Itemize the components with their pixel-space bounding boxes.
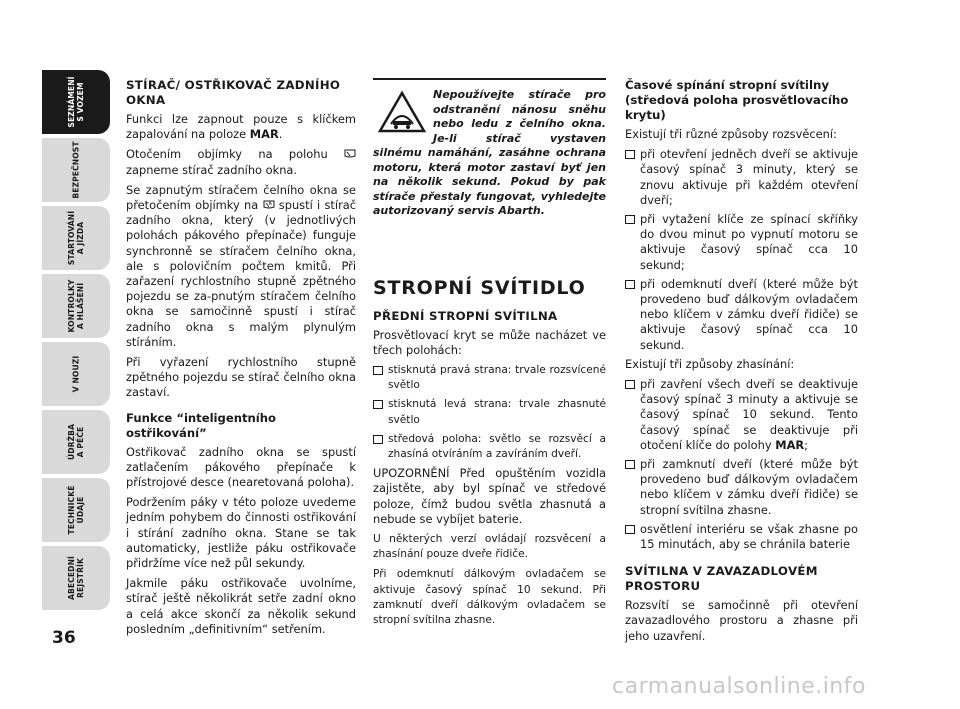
bullet-list	[373, 363, 606, 462]
column-3	[625, 78, 858, 649]
tab-label: V NOUZI	[71, 355, 81, 393]
list-item: při vytažení klíče ze spínací skříňky do dvou minut po vypnutí motoru se aktivuje časový spínač cca 10 sekund;	[625, 212, 858, 273]
heading-rear-wiper: STÍRAČ/ OSTŘIKOVAČ ZADNÍHO OKNA	[126, 78, 341, 107]
paragraph: Podržením páky v této poloze uvedeme jedním pohybem do činnosti ostřikování i stírání zadního okna. Stane se tak automaticky, jestliže páku ostřikovače přidržíme více než půl sekundy.	[126, 495, 356, 571]
bullet-list	[625, 377, 858, 552]
page-number: 36	[52, 628, 76, 648]
paragraph: Otočením objímky na polohu zapneme stírač zadního okna.	[126, 147, 356, 177]
checkbox-bullet-icon	[373, 366, 383, 375]
tab-label: ABECEDNÍ REJSTŘÍK	[67, 556, 85, 600]
list-item: při zavření všech dveří se deaktivuje časový spínač 3 minuty a aktivuje se časový spínač 10 sekund. Tento časový spínač se deaktivuje při otočení klíče do polohy MAR;	[625, 377, 858, 453]
tab-rejstrik[interactable]	[42, 546, 110, 610]
list-item: při odemknutí dveří (které může být provedeno buď dálkovým ovladačem nebo klíčem v zámku dveří řidiče) se aktivuje časový spínač cca 10 sekund.	[625, 277, 858, 353]
list-item: stisknutá levá strana: trvale zhasnuté světlo	[373, 397, 606, 427]
tab-label: TECHNICKÉ ÚDAJE	[67, 485, 85, 535]
paragraph: Ostřikovač zadního okna se spustí zatlačením pákového přepínače k přístrojové desce (nearetovaná poloha).	[126, 444, 356, 490]
rear-washer-icon	[263, 200, 275, 210]
paragraph: UPOZORNĚNÍ Před opuštěním vozidla zajistěte, aby byl spínač ve středové poloze, čímž budou světla zhasnutá a nebude se vybíjet baterie.	[373, 466, 606, 526]
tab-label: SEZNÁMENÍ S VOZEM	[67, 76, 85, 128]
warning-triangle-icon	[377, 90, 427, 134]
checkbox-bullet-icon	[625, 380, 635, 389]
tab-v-nouzi[interactable]	[42, 342, 110, 406]
checkbox-bullet-icon	[373, 435, 383, 444]
checkbox-bullet-icon	[625, 280, 635, 289]
tab-udrzba[interactable]	[42, 410, 110, 474]
checkbox-bullet-icon	[625, 150, 635, 159]
tab-technicke[interactable]	[42, 478, 110, 542]
list-item: při otevření jedněch dveří se aktivuje časový spínač 3 minuty, který se znovu aktivuje při každém otevření dveří;	[625, 147, 858, 208]
list-item: při zamknutí dveří (které může být provedeno buď dálkovým ovladačem nebo klíčem v zámku dveří řidiče) se stropní svítilna zhasne.	[625, 457, 858, 518]
tab-startovani[interactable]	[42, 206, 110, 270]
checkbox-bullet-icon	[625, 215, 635, 224]
checkbox-bullet-icon	[373, 400, 383, 409]
heading-trunk-light: SVÍTILNA V ZAVAZADLOVÉM PROSTORU	[625, 564, 818, 594]
paragraph: Při vyřazení rychlostního stupně zpětného pojezdu se stírač čelního okna zastaví.	[126, 355, 356, 400]
paragraph: Prosvětlovací kryt se může nacházet ve třech polohách:	[373, 327, 606, 357]
bullet-list	[625, 147, 858, 353]
heading-timer: Časové spínání stropní svítilny (středová poloha prosvětlovacího krytu)	[625, 78, 849, 122]
checkbox-bullet-icon	[625, 525, 635, 534]
list-item: středová poloha: světlo se rozsvěcí a zhasíná otvíráním a zavíráním dveří.	[373, 432, 606, 462]
paragraph: U některých verzí ovládají rozsvěcení a zhasínání pouze dveře řidiče.	[373, 532, 606, 561]
checkbox-bullet-icon	[625, 460, 635, 469]
watermark: carmanualsonline.info	[612, 674, 866, 699]
list-item: stisknutá pravá strana: trvale rozsvícené světlo	[373, 363, 606, 393]
paragraph: Se zapnutým stíračem čelního okna se přetočením objímky na spustí i stírač zadního okna, který (v jednotlivých polohách pákového přepínače) funguje synchronně se stíračem čelního okna, ale s polovičním počtem kmitů. Při zařazení rychlostního stupně zpětného pojezdu se za-pnutým stíračem čelního okna se samočinně spustí i stírač zadního okna s malým plynulým stíráním.	[126, 182, 356, 349]
tab-label: BEZPEČNOST	[71, 141, 81, 199]
column-1	[126, 78, 356, 642]
list-item: osvětlení interiéru se však zhasne po 15 minutách, aby se chránila baterie	[625, 522, 858, 552]
paragraph: Funkci lze zapnout pouze s klíčkem zapalování na poloze MAR.	[126, 112, 356, 142]
tab-label: ÚDRŽBA A PÉČE	[67, 423, 85, 461]
paragraph: Existují tři různé způsoby rozsvěcení:	[625, 127, 837, 141]
warning-text: Nepoužívejte stírače pro odstranění nánosu sněhu nebo ledu z čelního okna. Je-li stírač vystaven silnému namáhání, zasáhne ochrana motoru, která motor zastaví byť jen na několik sekund. Pokud by pak stírače přestaly fungovat, vyhledejte autorizovaný servis Abarth.	[373, 88, 606, 217]
tab-seznameni[interactable]	[42, 70, 110, 134]
section-title-interior-light: STROPNÍ SVÍTIDLO	[373, 276, 586, 299]
rear-wiper-icon	[344, 149, 356, 159]
subheading-intelligent-wash: Funkce “inteligentního ostřikování”	[126, 410, 276, 440]
tab-kontrolky[interactable]	[42, 274, 110, 338]
paragraph: Rozsvítí se samočinně při otevření zavazadlového prostoru a zhasne při jeho uzavření.	[625, 598, 858, 643]
column-2	[373, 78, 606, 633]
tab-label: KONTROLKY A HLÁŠENÍ	[67, 279, 85, 333]
paragraph: Při odemknutí dálkovým ovladačem se aktivuje časový spínač 10 sekund. Při zamknutí dveří dálkovým ovladačem se stropní svítilna zhasne.	[373, 568, 606, 626]
paragraph: Jakmile páku ostřikovače uvolníme, stírač ještě několikrát setře zadní okno a celá akce skončí za několik sekund posledním „definitivním“ setřením.	[126, 576, 356, 636]
warning-box	[373, 78, 606, 219]
paragraph: Existují tři způsoby zhasínání:	[625, 356, 795, 371]
heading-front-light: PŘEDNÍ STROPNÍ SVÍTILNA	[373, 308, 558, 323]
tab-label: STARTOVÁNÍ A JÍZDA	[67, 210, 85, 266]
tab-bezpecnost[interactable]	[42, 138, 110, 202]
